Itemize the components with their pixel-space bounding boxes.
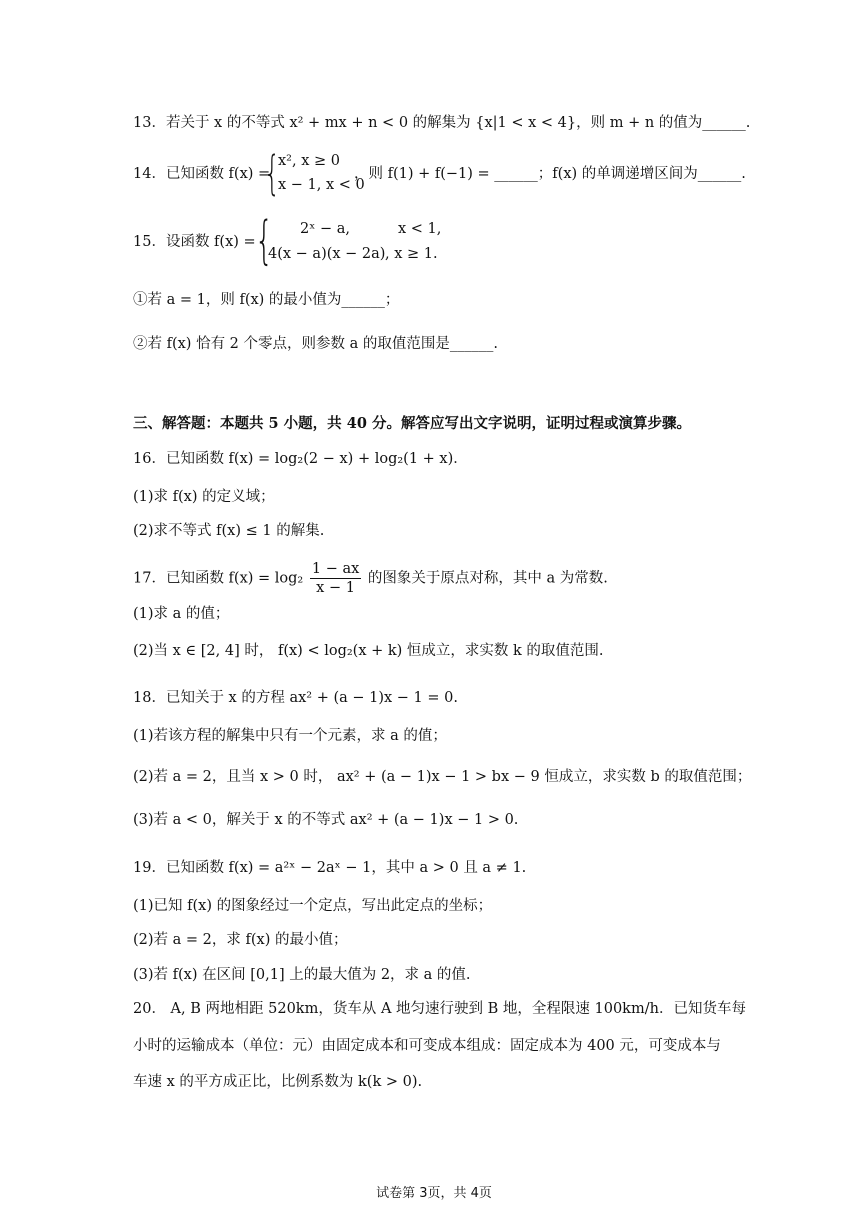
question-17-part-2: (2)当 x ∈ [2, 4] 时， f(x) < log₂(x + k) 恒成立，求实数 k 的取值范围. (133, 643, 604, 659)
question-15-part-2: ②若 f(x) 恰有 2 个零点，则参数 a 的取值范围是______. (133, 336, 498, 352)
question-18-part-1: (1)若该方程的解集中只有一个元素，求 a 的值； (133, 728, 447, 744)
section-3-heading: 三、解答题：本题共 5 小题，共 40 分。解答应写出文字说明，证明过程或演算步骤。 (133, 415, 691, 432)
question-19-part-1: (1)已知 f(x) 的图象经过一个定点，写出此定点的坐标； (133, 898, 493, 914)
q15-case-2-cond: , x ≥ 1. (385, 246, 438, 262)
question-15-part-1: ①若 a = 1，则 f(x) 的最小值为______； (133, 292, 400, 308)
q17-numerator: 1 − ax (311, 561, 360, 577)
question-16-part-2: (2)求不等式 f(x) ≤ 1 的解集. (133, 523, 325, 539)
q14-suffix: ，则 f(1) + f(−1) = ______；f(x) 的单调递增区间为______. (354, 166, 746, 182)
question-20-line-1: 20． A, B 两地相距 520km，货车从 A 地匀速行驶到 B 地，全程限速 100km/h．已知货车每 (133, 1001, 746, 1017)
question-18: 18．已知关于 x 的方程 ax² + (a − 1)x − 1 = 0. (133, 690, 458, 706)
q17-denominator: x − 1 (316, 580, 355, 596)
question-16: 16．已知函数 f(x) = log₂(2 − x) + log₂(1 + x)． (133, 451, 468, 467)
q14-prefix: 14．已知函数 f(x) = (133, 166, 271, 182)
question-20-line-2: 小时的运输成本（单位：元）由固定成本和可变成本组成：固定成本为 400 元，可变成本与 (133, 1038, 721, 1054)
question-17-part-1: (1)求 a 的值； (133, 606, 230, 622)
q15-prefix: 15．设函数 f(x) = (133, 234, 256, 250)
brace-symbol: { (264, 146, 281, 200)
q17-fraction (310, 560, 361, 597)
question-13: 13．若关于 x 的不等式 x² + mx + n < 0 的解集为 {x|1 < x < 4}，则 m + n 的值为______. (133, 115, 751, 131)
page-footer: 试卷第 3页，共 4页 (376, 1186, 492, 1201)
question-19-part-3: (3)若 f(x) 在区间 [0,1] 上的最大值为 2，求 a 的值. (133, 967, 471, 983)
q15-case-1-expr: 2ˣ − a, (300, 221, 350, 237)
question-19: 19．已知函数 f(x) = a²ˣ − 2aˣ − 1，其中 a > 0 且 a ≠ 1. (133, 860, 527, 876)
question-18-part-2: (2)若 a = 2，且当 x > 0 时， ax² + (a − 1)x − 1 > bx − 9 恒成立，求实数 b 的取值范围； (133, 769, 752, 785)
q15-case-1-cond: x < 1, (398, 221, 442, 237)
question-16-part-1: (1)求 f(x) 的定义域； (133, 489, 275, 505)
question-19-part-2: (2)若 a = 2，求 f(x) 的最小值； (133, 932, 348, 948)
q17-suffix: 的图象关于原点对称，其中 a 为常数. (367, 570, 608, 587)
question-17 (133, 560, 608, 597)
question-20-line-3: 车速 x 的平方成正比，比例系数为 k(k > 0). (133, 1074, 423, 1090)
q14-case-2: x − 1, x < 0 (278, 177, 365, 193)
question-18-part-3: (3)若 a < 0，解关于 x 的不等式 ax² + (a − 1)x − 1 > 0. (133, 812, 519, 828)
q15-case-2-expr: 4(x − a)(x − 2a) (268, 246, 386, 262)
q17-prefix: 17．已知函数 f(x) = log₂ (133, 570, 304, 587)
q14-case-1: x², x ≥ 0 (278, 153, 340, 169)
brace-symbol: { (255, 211, 274, 271)
